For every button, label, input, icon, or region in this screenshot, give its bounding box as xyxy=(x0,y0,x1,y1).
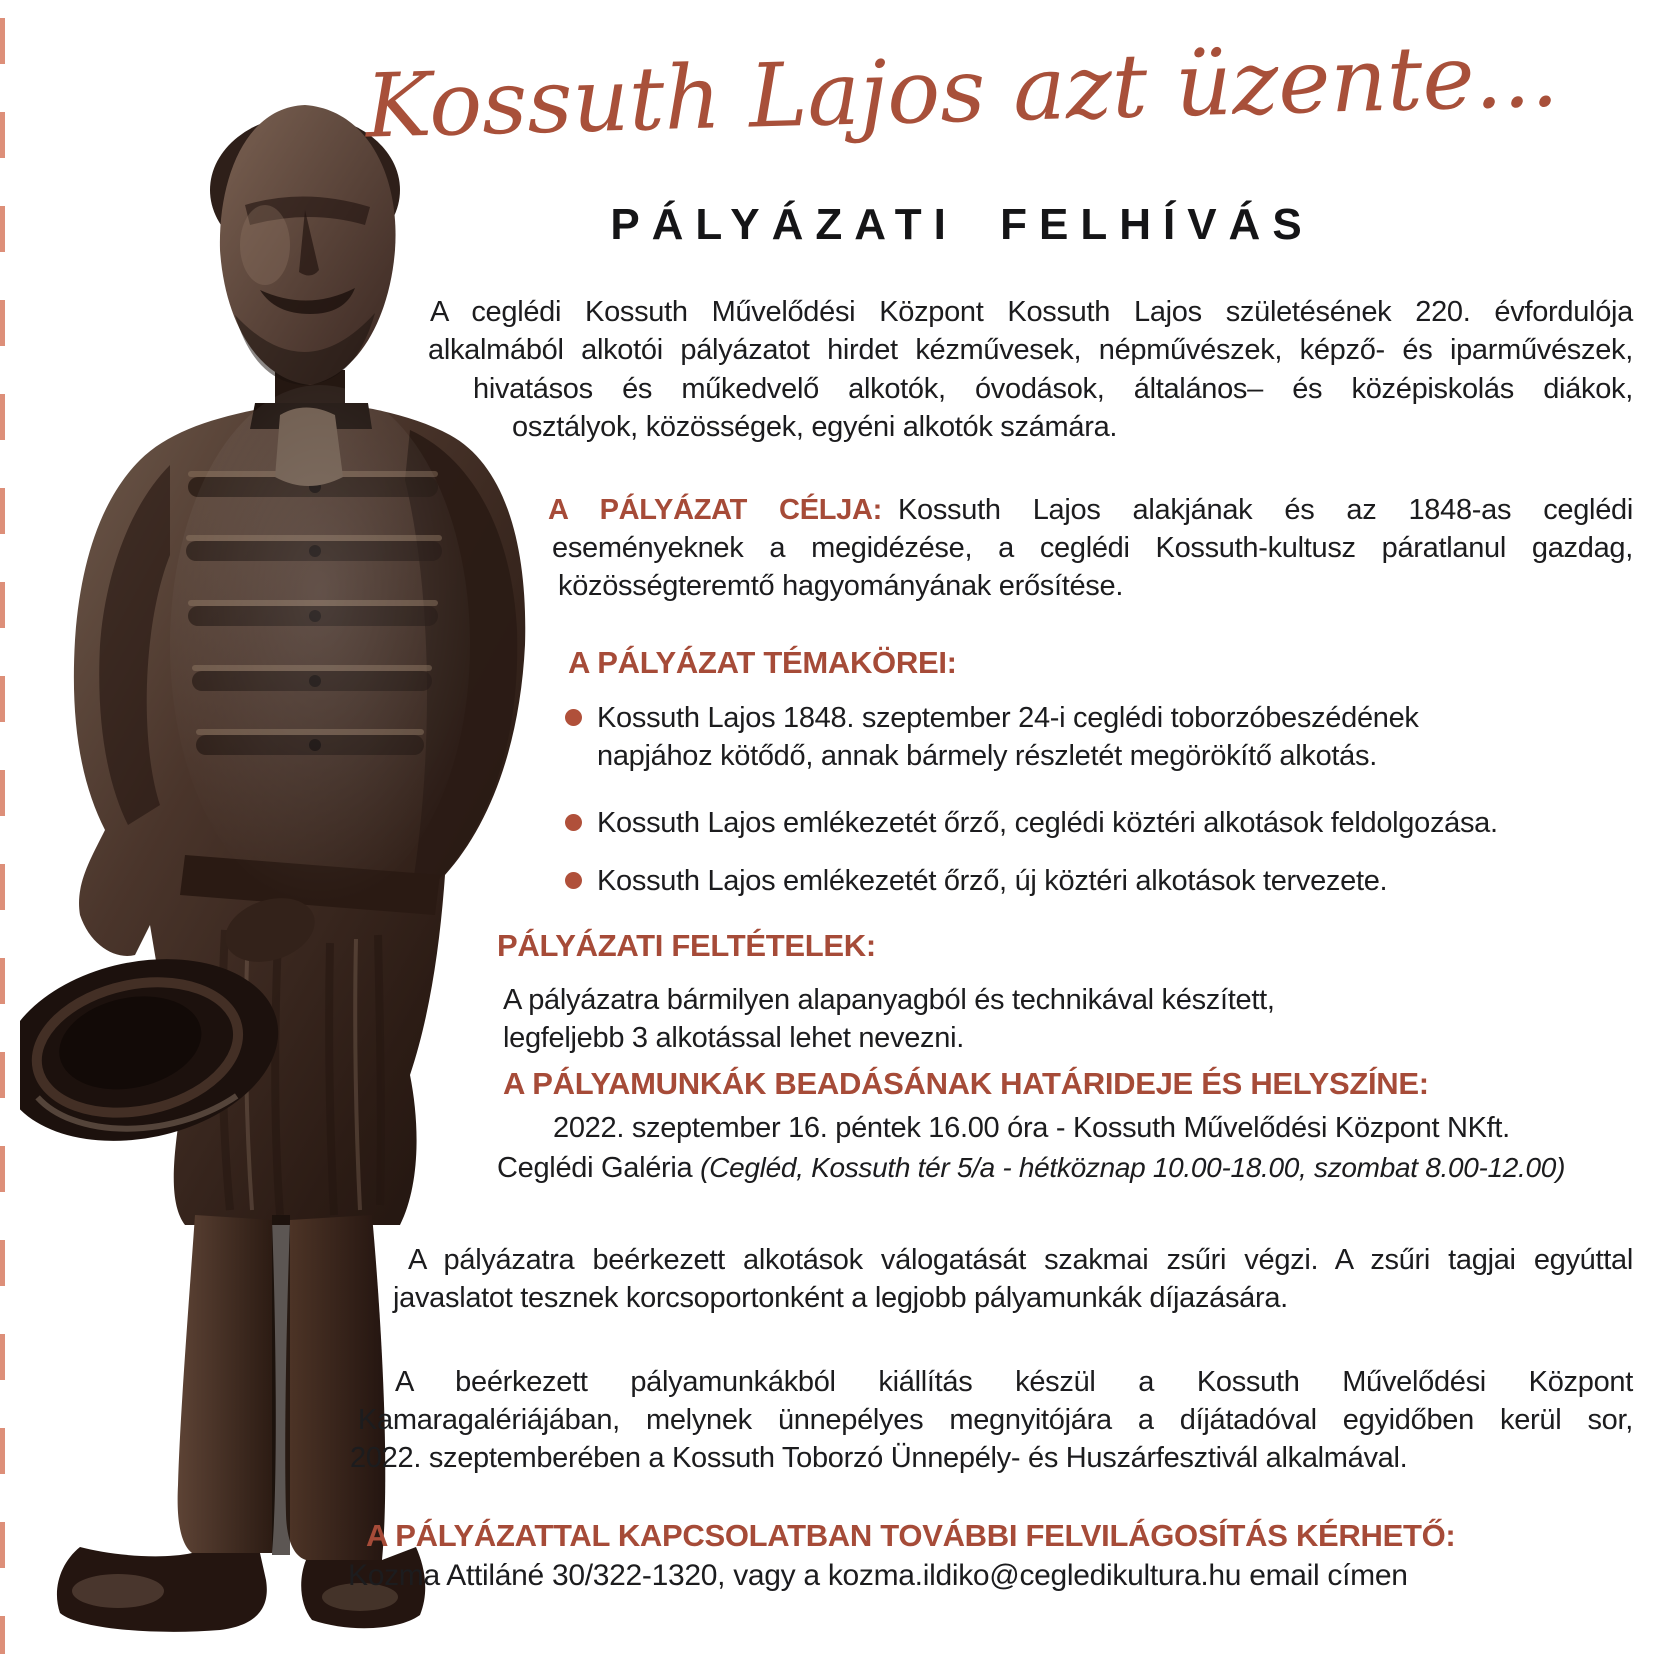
topic-item-line: Kossuth Lajos emlékezetét őrző, ceglédi köztéri alkotások feldolgozása. xyxy=(597,807,1498,839)
goal-line: közösségteremtő hagyományának erősítése. xyxy=(558,570,1124,602)
intro-line: alkalmából alkotói pályázatot hirdet kézművesek, népművészek, képző- és iparművészek, xyxy=(428,334,1633,366)
jury-line: A pályázatra beérkezett alkotások válogatását szakmai zsűri végzi. A zsűri tagjai egyúttal xyxy=(408,1244,1633,1276)
conditions-heading: PÁLYÁZATI FELTÉTELEK: xyxy=(497,928,876,963)
page-title: PÁLYÁZATI FELHÍVÁS xyxy=(610,200,1314,249)
jury-line: javaslatot tesznek korcsoportonként a legjobb pályamunkák díjazására. xyxy=(393,1282,1288,1314)
topics-heading: A PÁLYÁZAT TÉMAKÖREI: xyxy=(568,645,957,680)
intro-line: hivatásos és műkedvelő alkotók, óvodások, általános– és középiskolás diákok, xyxy=(473,373,1633,405)
bullet-dot-icon xyxy=(565,872,582,889)
intro-line: osztályok, közösségek, egyéni alkotók számára. xyxy=(512,411,1118,443)
left-dashed-border xyxy=(0,18,5,1654)
contact-heading: A PÁLYÁZATTAL KAPCSOLATBAN TOVÁBBI FELVILÁGOSÍTÁS KÉRHETŐ: xyxy=(366,1518,1456,1553)
venue-details: (Cegléd, Kossuth tér 5/a - hétköznap 10.00-18.00, szombat 8.00-12.00) xyxy=(700,1152,1566,1183)
contact-line: Kozma Attiláné 30/322-1320, vagy a kozma.ildiko@cegledikultura.hu email címen xyxy=(348,1559,1408,1592)
conditions-line: legfeljebb 3 alkotással lehet nevezni. xyxy=(503,1022,964,1054)
goal-line: eseményeknek a megidézése, a ceglédi Kossuth-kultusz páratlanul gazdag, xyxy=(552,532,1633,564)
goal-text: Kossuth Lajos alakjának és az 1848-as ceglédi xyxy=(897,494,1633,526)
deadline-venue-line xyxy=(497,1148,1565,1188)
exhibition-line: Kamaragalériájában, melynek ünnepélyes megnyitójára a díjátadóval egyidőben kerül sor, xyxy=(358,1404,1633,1436)
deadline-heading: A PÁLYAMUNKÁK BEADÁSÁNAK HATÁRIDEJE ÉS HELYSZÍNE: xyxy=(503,1066,1429,1101)
bullet-dot-icon xyxy=(565,814,582,831)
venue-name: Ceglédi Galéria xyxy=(497,1152,693,1184)
exhibition-line: 2022. szeptemberében a Kossuth Toborzó Ünnepély- és Huszárfesztivál alkalmával. xyxy=(350,1442,1408,1474)
goal-line xyxy=(548,490,1633,530)
script-title: Kossuth Lajos azt üzente... xyxy=(364,23,1560,158)
intro-line: A ceglédi Kossuth Művelődési Központ Kossuth Lajos születésének 220. évfordulója xyxy=(430,296,1633,328)
exhibition-line: A beérkezett pályamunkákból kiállítás készül a Kossuth Művelődési Központ xyxy=(395,1366,1633,1398)
goal-heading: A PÁLYÁZAT CÉLJA: xyxy=(548,494,882,526)
deadline-datetime: 2022. szeptember 16. péntek 16.00 óra - Kossuth Művelődési Központ NKft. xyxy=(553,1112,1510,1144)
topic-item-line: Kossuth Lajos 1848. szeptember 24-i ceglédi toborzóbeszédének xyxy=(597,702,1419,734)
conditions-line: A pályázatra bármilyen alapanyagból és technikával készített, xyxy=(503,984,1275,1016)
topic-item-line: napjához kötődő, annak bármely részletét megörökítő alkotás. xyxy=(597,740,1377,772)
topic-item-line: Kossuth Lajos emlékezetét őrző, új köztéri alkotások tervezete. xyxy=(597,865,1388,897)
bullet-dot-icon xyxy=(565,709,582,726)
